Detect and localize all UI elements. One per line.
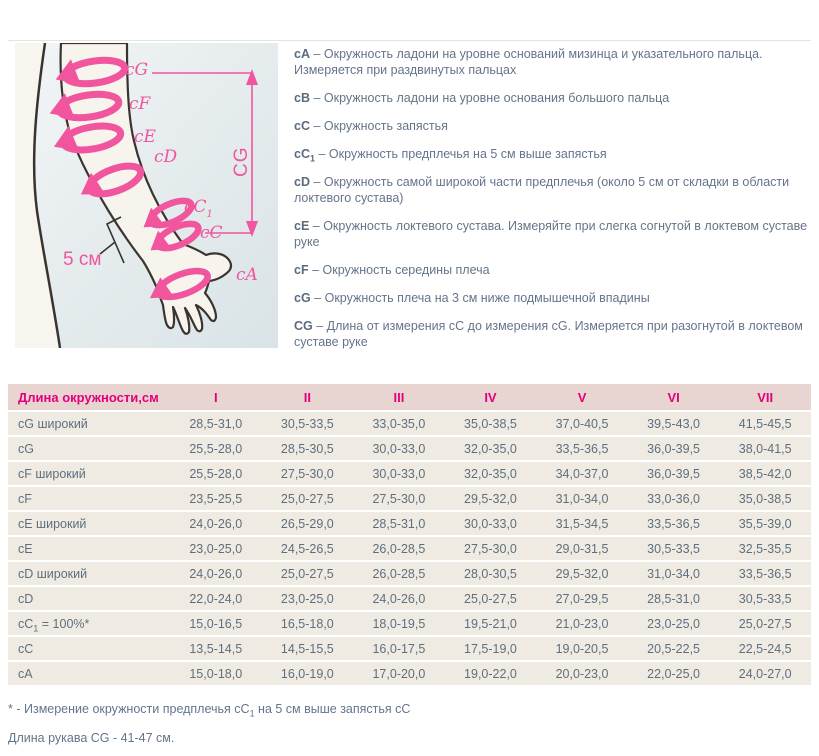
size-range-cell: 33,5-36,5 <box>536 437 628 460</box>
label-cE: cE <box>134 127 156 147</box>
size-range-cell: 25,0-27,5 <box>262 562 354 585</box>
size-range-cell: 33,5-36,5 <box>628 512 720 535</box>
table-body <box>8 412 811 685</box>
measurement-description-text: – Окружность плеча на 3 см ниже подмышечной впадины <box>314 291 650 305</box>
measurement-description <box>294 90 811 106</box>
size-range-cell: 20,5-22,5 <box>628 637 720 660</box>
footnote-measure-note <box>8 701 819 717</box>
table-header-row <box>8 384 811 410</box>
size-range-cell: 15,0-16,5 <box>170 612 262 635</box>
size-range-cell: 20,0-23,0 <box>536 662 628 685</box>
footnotes <box>8 701 819 746</box>
measurement-term: cF <box>294 263 309 277</box>
size-range-cell: 30,0-33,0 <box>353 462 445 485</box>
measurement-term: cD <box>294 175 310 189</box>
size-range-cell: 31,5-34,5 <box>536 512 628 535</box>
size-column-header-VI: VI <box>628 384 720 410</box>
size-range-cell: 22,0-25,0 <box>628 662 720 685</box>
size-range-cell: 14,5-15,5 <box>262 637 354 660</box>
size-range-cell: 31,0-34,0 <box>628 562 720 585</box>
table-row <box>8 612 811 635</box>
size-range-cell: 37,0-40,5 <box>536 412 628 435</box>
size-range-cell: 27,0-29,5 <box>536 587 628 610</box>
size-range-cell: 17,5-19,0 <box>445 637 537 660</box>
row-label: cD <box>8 587 170 610</box>
measurement-term: cC <box>294 119 310 133</box>
label-five-cm: 5 см <box>63 249 102 270</box>
footnote-text: * - Измерение окружности предплечья cC <box>8 702 250 716</box>
row-label: cG <box>8 437 170 460</box>
size-range-cell: 28,5-31,0 <box>353 512 445 535</box>
table-row <box>8 487 811 510</box>
size-range-cell: 25,0-27,5 <box>445 587 537 610</box>
size-range-cell: 29,5-32,0 <box>536 562 628 585</box>
size-range-cell: 21,0-23,0 <box>536 612 628 635</box>
measurement-term: $cC_1$ <box>294 147 315 164</box>
size-range-cell: 38,5-42,0 <box>719 462 811 485</box>
measurement-guide <box>0 41 819 362</box>
size-range-cell: 28,5-30,5 <box>262 437 354 460</box>
size-range-cell: 38,0-41,5 <box>719 437 811 460</box>
size-range-cell: 22,0-24,0 <box>170 587 262 610</box>
size-range-cell: 23,5-25,5 <box>170 487 262 510</box>
size-range-cell: 36,0-39,5 <box>628 462 720 485</box>
size-range-cell: 17,0-20,0 <box>353 662 445 685</box>
measurement-description-text: – Окружность предплечья на 5 см выше запястья <box>318 147 607 161</box>
size-range-cell: 25,5-28,0 <box>170 437 262 460</box>
size-range-cell: 33,5-36,5 <box>719 562 811 585</box>
size-range-cell: 26,5-29,0 <box>262 512 354 535</box>
corner-header: Длина окружности,см <box>8 384 170 410</box>
measurement-description-text: – Окружность локтевого сустава. Измеряйте при слегка согнутой в локтевом суставе руке <box>294 219 808 249</box>
measurement-description <box>294 118 811 134</box>
label-cC1: $cC_1$ <box>184 197 213 220</box>
table-row <box>8 512 811 535</box>
row-label: cC <box>8 637 170 660</box>
size-range-cell: 25,0-27,5 <box>719 612 811 635</box>
size-column-header-II: II <box>262 384 354 410</box>
size-range-cell: 16,5-18,0 <box>262 612 354 635</box>
label-cF: cF <box>129 94 151 114</box>
measurement-term: cG <box>294 291 311 305</box>
size-range-cell: 35,5-39,0 <box>719 512 811 535</box>
measurement-term: cE <box>294 219 310 233</box>
size-range-cell: 24,0-27,0 <box>719 662 811 685</box>
measurement-description <box>294 46 811 78</box>
measurement-description <box>294 174 811 206</box>
row-label: $cC_1 = 100\%*$ <box>8 612 170 635</box>
measurement-term: cB <box>294 91 310 105</box>
size-range-cell: 18,0-19,5 <box>353 612 445 635</box>
size-range-cell: 19,5-21,0 <box>445 612 537 635</box>
size-range-cell: 27,5-30,0 <box>353 487 445 510</box>
size-range-cell: 32,0-35,0 <box>445 462 537 485</box>
footnote-subscript: 1 <box>249 708 255 719</box>
table-row <box>8 537 811 560</box>
row-label: cE широкий <box>8 512 170 535</box>
size-range-cell: 28,5-31,0 <box>170 412 262 435</box>
size-range-cell: 35,0-38,5 <box>719 487 811 510</box>
size-range-cell: 30,5-33,5 <box>628 537 720 560</box>
label-cG: cG <box>125 60 149 80</box>
size-range-cell: 23,0-25,0 <box>628 612 720 635</box>
footnote-text: на 5 см выше запястья cC <box>254 702 411 716</box>
size-range-cell: 34,0-37,0 <box>536 462 628 485</box>
size-range-cell: 28,5-31,0 <box>628 587 720 610</box>
size-range-cell: 29,5-32,0 <box>445 487 537 510</box>
size-range-cell: 24,5-26,5 <box>262 537 354 560</box>
size-guide-page <box>0 40 819 756</box>
descriptions <box>294 43 811 362</box>
size-range-cell: 36,0-39,5 <box>628 437 720 460</box>
size-range-cell: 28,0-30,5 <box>445 562 537 585</box>
measurement-description-text: – Окружность ладони на уровне оснований мизинца и указательного пальца. Измеряется при раздвинутых пальцах <box>294 47 763 77</box>
size-range-cell: 29,0-31,5 <box>536 537 628 560</box>
measurement-description-text: – Окружность запястья <box>313 119 448 133</box>
table-row <box>8 587 811 610</box>
row-label: cA <box>8 662 170 685</box>
table-row <box>8 462 811 485</box>
size-range-cell: 33,0-36,0 <box>628 487 720 510</box>
size-range-cell: 26,0-28,5 <box>353 562 445 585</box>
size-range-cell: 33,0-35,0 <box>353 412 445 435</box>
measurement-term: cA <box>294 47 310 61</box>
size-range-cell: 22,5-24,5 <box>719 637 811 660</box>
size-range-cell: 16,0-19,0 <box>262 662 354 685</box>
size-range-cell: 26,0-28,5 <box>353 537 445 560</box>
table-row <box>8 412 811 435</box>
size-range-cell: 24,0-26,0 <box>170 562 262 585</box>
measurement-description-text: – Длина от измерения cC до измерения cG. Измеряется при разогнутой в локтевом суставе руке <box>294 319 803 349</box>
size-range-cell: 25,5-28,0 <box>170 462 262 485</box>
label-cC: cC <box>200 223 223 243</box>
arm-illustration-box <box>15 43 278 353</box>
size-range-cell: 23,0-25,0 <box>262 587 354 610</box>
label-cA: cA <box>236 265 258 285</box>
size-range-cell: 24,0-26,0 <box>170 512 262 535</box>
size-range-cell: 31,0-34,0 <box>536 487 628 510</box>
row-label: cE <box>8 537 170 560</box>
table-row <box>8 637 811 660</box>
table-row <box>8 437 811 460</box>
size-range-cell: 24,0-26,0 <box>353 587 445 610</box>
size-range-cell: 41,5-45,5 <box>719 412 811 435</box>
footnote-sleeve-length: Длина рукава CG - 41-47 см. <box>8 731 175 745</box>
size-range-cell: 25,0-27,5 <box>262 487 354 510</box>
table-row <box>8 662 811 685</box>
size-range-cell: 27,5-30,0 <box>262 462 354 485</box>
measurement-description <box>294 318 811 350</box>
size-range-cell: 23,0-25,0 <box>170 537 262 560</box>
size-range-cell: 15,0-18,0 <box>170 662 262 685</box>
size-range-cell: 32,0-35,0 <box>445 437 537 460</box>
table-row <box>8 562 811 585</box>
row-label: cF <box>8 487 170 510</box>
size-range-cell: 35,0-38,5 <box>445 412 537 435</box>
row-label: cF широкий <box>8 462 170 485</box>
size-range-cell: 19,0-22,0 <box>445 662 537 685</box>
measurement-term: CG <box>294 319 313 333</box>
size-column-header-III: III <box>353 384 445 410</box>
size-range-cell: 13,5-14,5 <box>170 637 262 660</box>
size-range-cell: 30,0-33,0 <box>353 437 445 460</box>
size-column-header-IV: IV <box>445 384 537 410</box>
size-column-header-V: V <box>536 384 628 410</box>
size-column-header-I: I <box>170 384 262 410</box>
size-range-cell: 19,0-20,5 <box>536 637 628 660</box>
size-range-cell: 30,0-33,0 <box>445 512 537 535</box>
measurement-description-text: – Окружность ладони на уровне основания большого пальца <box>313 91 670 105</box>
measurement-description <box>294 262 811 278</box>
label-cD: cD <box>154 147 178 167</box>
row-label: cG широкий <box>8 412 170 435</box>
arm-measurement-illustration <box>15 43 278 348</box>
measurement-description <box>294 290 811 306</box>
row-label: cD широкий <box>8 562 170 585</box>
measurement-description <box>294 146 811 162</box>
size-range-cell: 32,5-35,5 <box>719 537 811 560</box>
measurement-description <box>294 218 811 250</box>
size-range-cell: 39,5-43,0 <box>628 412 720 435</box>
measurement-description-text: – Окружность самой широкой части предплечья (около 5 см от складки в области локтевого сустава) <box>294 175 790 205</box>
measurement-description-text: – Окружность середины плеча <box>312 263 490 277</box>
size-range-cell: 30,5-33,5 <box>262 412 354 435</box>
cg-length-label: CG <box>231 146 252 177</box>
size-column-header-VII: VII <box>719 384 811 410</box>
size-range-cell: 30,5-33,5 <box>719 587 811 610</box>
size-table <box>8 382 811 687</box>
size-range-cell: 16,0-17,5 <box>353 637 445 660</box>
size-range-cell: 27,5-30,0 <box>445 537 537 560</box>
